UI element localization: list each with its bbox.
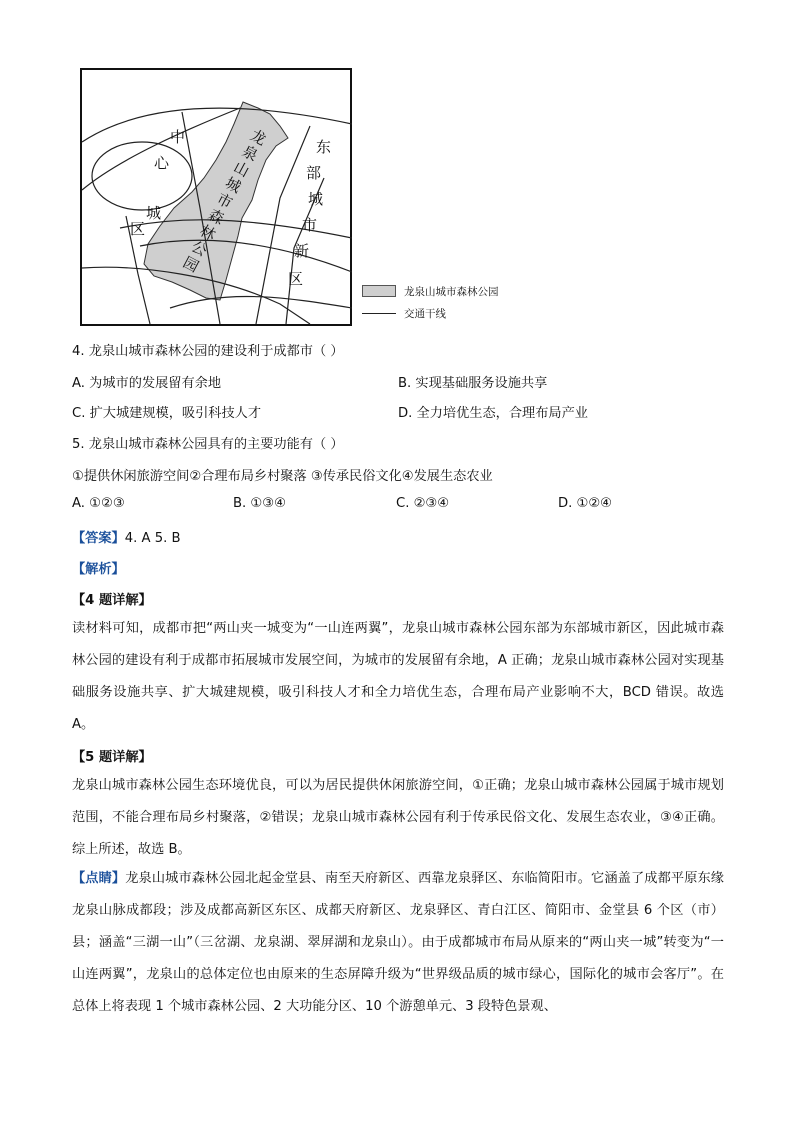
legend-park-swatch (362, 285, 396, 297)
park-char: 城 (222, 173, 244, 197)
label-zhong: 中 (170, 128, 186, 146)
park-char: 市 (213, 189, 236, 213)
analysis-tag: 【解析】 (72, 562, 125, 577)
legend-road-swatch (362, 313, 396, 314)
label-east-6: 区 (288, 270, 304, 288)
q4-stem: 4. 龙泉山城市森林公园的建设利于成都市（ ） (72, 344, 344, 359)
map-figure (80, 68, 352, 326)
q5-stem: 5. 龙泉山城市森林公园具有的主要功能有（ ） (72, 437, 344, 452)
q5-option-b: B. ①③④ (233, 496, 286, 511)
label-cheng: 城 (146, 204, 162, 222)
q4-option-d: D. 全力培优生态，合理布局产业 (398, 406, 588, 421)
answer-line (72, 527, 181, 546)
park-char: 园 (179, 253, 202, 277)
answer-tag: 【答案】 (72, 531, 125, 546)
park-char: 森 (205, 205, 228, 229)
park-char: 林 (196, 221, 219, 245)
legend-park-label: 龙泉山城市森林公园 (404, 285, 499, 298)
legend-park-row (362, 280, 562, 302)
label-east-1: 东 (316, 138, 332, 156)
answer-text: 4. A 5. B (124, 531, 181, 546)
park-char: 公 (188, 237, 211, 261)
park-char: 山 (230, 157, 253, 181)
label-east-2: 部 (306, 164, 322, 182)
q4-option-b: B. 实现基础服务设施共享 (398, 376, 548, 391)
label-east-3: 城 (308, 190, 324, 208)
detail4-title: 【4 题详解】 (72, 593, 152, 608)
label-east-5: 新 (294, 242, 310, 260)
note-paragraph (72, 863, 724, 1023)
q5-option-d: D. ①②④ (558, 496, 613, 511)
detail5-paragraph: 龙泉山城市森林公园生态环境优良，可以为居民提供休闲旅游空间，①正确；龙泉山城市森林公园属于城市规划范围，不能合理布局乡村聚落，②错误；龙泉山城市森林公园有利于传承民俗文化、发展生态农业，③④正确。综上所述，故选 B。 (72, 778, 724, 857)
note-tag: 【点睛】 (72, 871, 126, 886)
park-char: 龙 (247, 126, 270, 149)
legend-road-label: 交通干线 (404, 307, 446, 320)
label-xin: 心 (154, 154, 170, 172)
legend-road-row (362, 302, 562, 324)
analysis-line (72, 558, 125, 577)
map-legend (362, 280, 562, 320)
park-char: 泉 (239, 141, 261, 165)
q5-items: ①提供休闲旅游空间②合理布局乡村聚落 ③传承民俗文化④发展生态农业 (72, 469, 493, 484)
label-east-4: 市 (302, 216, 318, 234)
q5-option-c: C. ②③④ (396, 496, 450, 511)
q4-option-a: A. 为城市的发展留有余地 (72, 376, 222, 391)
q4-option-c: C. 扩大城建规模，吸引科技人才 (72, 406, 262, 421)
label-qu: 区 (130, 220, 146, 238)
detail5-title: 【5 题详解】 (72, 750, 152, 765)
note-text: 龙泉山城市森林公园北起金堂县、南至天府新区、西靠龙泉驿区、东临简阳市。它涵盖了成都平原东缘龙泉山脉成都段；涉及成都高新区东区、成都天府新区、龙泉驿区、青白江区、简阳市、金堂县 6 个区（市）县；涵盖“三湖一山”（三岔湖、龙泉湖、翠屏湖和龙泉山）。由于成都城市布局从原来的“两山夹一城”转变为“一山连两翼”，龙泉山的总体定位也由原来的生态屏障升级为“世界级品质的城市绿心，国际化的城市会客厅”。在总体上将表现 1 个城市森林公园、2 大功能分区、10 个游憩单元、3 段特色景观、 (72, 871, 724, 1014)
detail4-paragraph: 读材料可知，成都市把“两山夹一城变为“一山连两翼”，龙泉山城市森林公园东部为东部城市新区，因此城市森林公园的建设有利于成都市拓展城市发展空间，为城市的发展留有余地，A 正确；龙泉山城市森林公园对实现基础服务设施共享、扩大城建规模，吸引科技人才和全力培优生态，合理布局产业影响不大，BCD 错误。故选 A。 (72, 621, 724, 732)
q5-option-a: A. ①②③ (72, 496, 125, 511)
